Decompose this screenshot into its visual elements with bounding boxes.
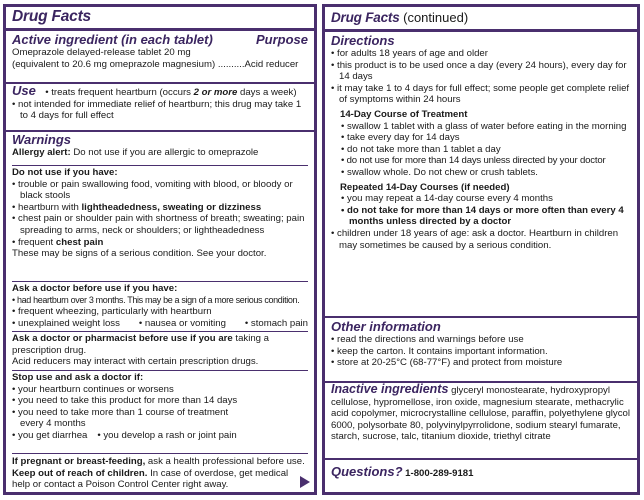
course-item-4: • do not use for more than 14 days unless directed by your doctor: [341, 155, 606, 167]
ask-doctor-section: [6, 283, 314, 329]
directions-item-1: • for adults 18 years of age and older: [331, 48, 488, 59]
inactive-ingredients-section: [325, 383, 637, 443]
ask-pharmacist-text: Ask a doctor or pharmacist before use if you are taking a prescription drug.: [12, 333, 270, 356]
directions-item-2: • this product is to be used once a day (every 24 hours), every day for 14 days: [331, 59, 627, 83]
directions-item-4: • children under 18 years of age: ask a doctor. Heartburn in children may sometimes be caused by a serious condition.: [331, 227, 619, 251]
active-line-2: (equivalent to 20.6 mg omeprazole magnesium) ..........Acid reducer: [12, 58, 299, 70]
divider: [12, 370, 308, 371]
stop-use-item-4: • you get diarrhea • you develop a rash or joint pain: [12, 429, 237, 441]
repeat-item-2: • do not take for more than 14 days or more often than every 4 months unless directed by a doctor: [341, 204, 624, 228]
active-line-1: Omeprazole delayed-release tablet 20 mg: [12, 47, 191, 58]
inactive-ingredients-heading: Inactive ingredients: [331, 382, 449, 396]
divider: [12, 453, 308, 454]
course-item-5: • swallow whole. Do not chew or crush tablets.: [341, 166, 538, 178]
use-heading: Use: [12, 83, 36, 98]
other-information-heading: Other information: [331, 319, 441, 334]
drug-facts-right-panel: [322, 4, 640, 495]
ask-doctor-item-3: • unexplained weight loss • nausea or vomiting • stomach pain: [12, 317, 308, 329]
directions-section: [325, 33, 637, 251]
purpose-heading: Purpose: [255, 32, 308, 47]
other-item-1: • read the directions and warnings before use: [331, 334, 524, 345]
directions-heading: Directions: [331, 33, 395, 48]
pregnancy-text: If pregnant or breast-feeding, ask a health professional before use.: [12, 456, 305, 467]
use-item-1: • treats frequent heartburn (occurs 2 or more days a week): [45, 87, 297, 98]
ask-pharmacist-section: [6, 333, 314, 368]
pregnancy-section: [6, 456, 314, 491]
divider: [6, 82, 314, 84]
allergy-alert: Allergy alert: Do not use if you are allergic to omeprazole: [12, 147, 259, 158]
other-item-2: • keep the carton. It contains important information.: [331, 345, 548, 357]
active-ingredient-heading: Active ingredient (in each tablet): [12, 32, 213, 47]
ask-pharmacist-note: Acid reducers may interact with certain prescription drugs.: [12, 356, 259, 368]
divider: [12, 331, 308, 332]
inactive-ingredients-text: Inactive ingredients glyceryl monostearate, hydroxypropyl cellulose, hypromellose, iron oxide, magnesium stearate, methacrylic acid copolymer, microcrystalline cellulose, paraffin, polyethylene glycol 6000, polysorbate 80, polyvinylpyrrolidone, sodium stearyl fumarate, starch, sucrose, talc, titanium dioxide, triethyl citrate: [331, 382, 630, 443]
do-not-use-heading: Do not use if you have:: [12, 167, 118, 178]
use-section: [6, 85, 314, 122]
do-not-use-note: These may be signs of a serious condition. See your doctor.: [12, 248, 267, 260]
ask-doctor-item-2: • frequent wheezing, particularly with heartburn: [12, 306, 212, 318]
stop-use-item-2: • you need to take this product for more than 14 days: [12, 395, 238, 407]
stop-use-section: [6, 372, 314, 442]
divider: [325, 29, 637, 32]
active-ingredient-section: [6, 32, 314, 70]
questions-phone: 1-800-289-9181: [402, 468, 474, 479]
stop-use-item-3: • you need to take more than 1 course of treatment every 4 months: [12, 406, 229, 430]
repeat-item-1: • you may repeat a 14-day course every 4 months: [341, 193, 553, 205]
stop-use-item-1: • your heartburn continues or worsens: [12, 383, 174, 395]
keep-out-of-reach: Keep out of reach of children. In case of overdose, get medical help or contact a Poison Control Center right away.: [12, 467, 289, 491]
ask-doctor-item-1: • had heartburn over 3 months. This may be a sign of a more serious condition.: [12, 294, 300, 305]
drug-facts-continued-title: Drug Facts (continued): [331, 10, 469, 25]
divider: [12, 281, 308, 282]
course-item-1: • swallow 1 tablet with a glass of water before eating in the morning: [341, 120, 627, 132]
questions-heading: Questions?: [331, 464, 403, 479]
do-not-use-item-3: • chest pain or shoulder pain with shortness of breath; sweating; pain spreading to arms, neck or shoulders; or lightheadedness: [12, 213, 305, 236]
divider: [325, 458, 637, 460]
do-not-use-item-4: • frequent chest pain: [12, 236, 104, 248]
drug-facts-left-panel: [3, 4, 317, 495]
other-information-section: [325, 319, 637, 369]
directions-item-3: • it may take 1 to 4 days for full effect; some people get complete relief of symptoms within 24 hours: [331, 82, 630, 106]
course-item-2: • take every day for 14 days: [341, 132, 460, 144]
warnings-heading: Warnings: [12, 132, 71, 147]
drug-facts-title: Drug Facts: [12, 8, 91, 25]
divider: [12, 165, 308, 166]
divider: [325, 316, 637, 318]
warnings-section: [6, 132, 314, 159]
repeat-heading: Repeated 14-Day Courses (if needed): [340, 181, 510, 193]
do-not-use-section: [6, 167, 314, 260]
stop-use-heading: Stop use and ask a doctor if:: [12, 372, 144, 383]
divider: [6, 28, 314, 31]
do-not-use-item-2: • heartburn with lightheadedness, sweating or dizziness: [12, 201, 262, 213]
continue-arrow-icon: [300, 476, 310, 488]
questions-section: [325, 463, 637, 481]
course-heading: 14-Day Course of Treatment: [340, 108, 468, 120]
course-item-3: • do not take more than 1 tablet a day: [341, 143, 501, 155]
do-not-use-item-1: • trouble or pain swallowing food, vomiting with blood, or bloody or black stools: [12, 178, 293, 202]
use-item-2: • not intended for immediate relief of heartburn; this drug may take 1 to 4 days for full effect: [12, 98, 302, 122]
other-item-3: • store at 20-25°C (68-77°F) and protect from moisture: [331, 357, 563, 369]
ask-doctor-heading: Ask a doctor before use if you have:: [12, 283, 178, 294]
